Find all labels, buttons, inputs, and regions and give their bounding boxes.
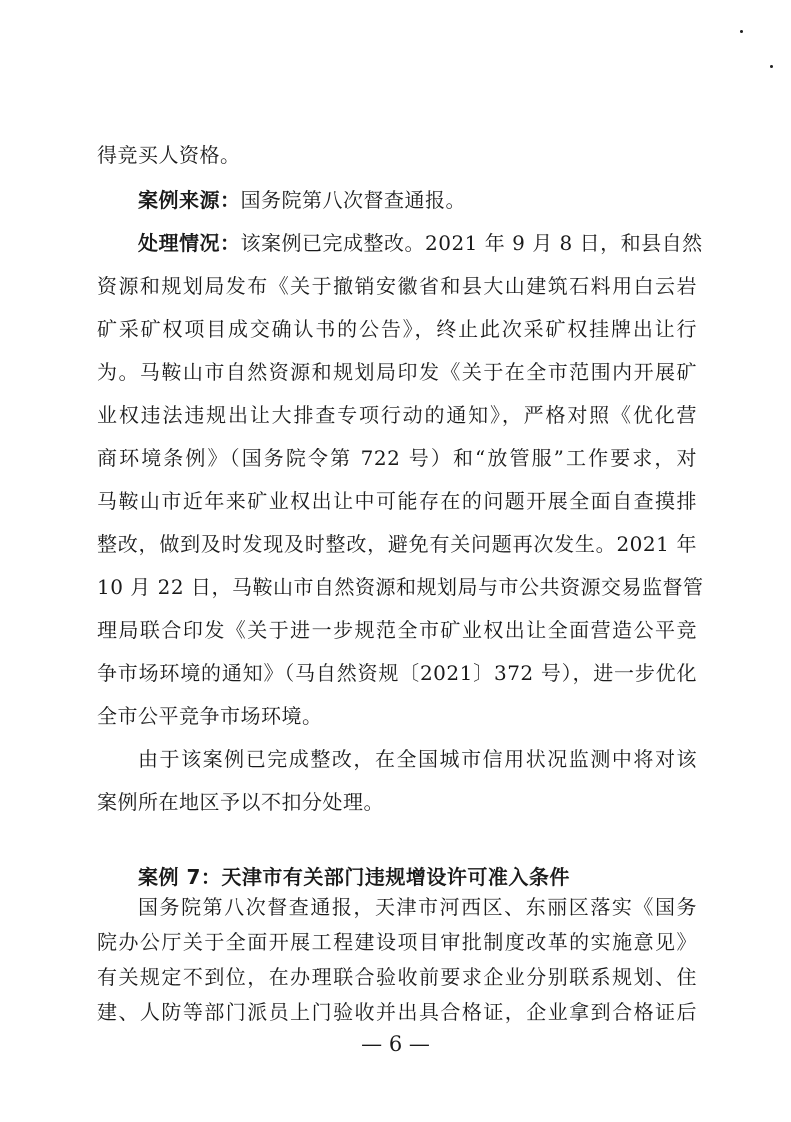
handling-line: 争市场环境的通知》（马自然资规〔2021〕372 号），进一步优化 (97, 661, 697, 685)
scan-speck (740, 30, 743, 33)
conclusion-line: 案例所在地区予以不扣分处理。 (97, 790, 384, 814)
handling-line: 全市公平竞争市场环境。 (97, 704, 323, 728)
handling-line: 矿采矿权项目成交确认书的公告》，终止此次采矿权挂牌出让行 (97, 317, 697, 341)
handling-line: 马鞍山市近年来矿业权出让中可能存在的问题开展全面自查摸排 (97, 489, 697, 513)
case-source-text: 国务院第八次督查通报。 (240, 188, 466, 212)
case-source-label: 案例来源： (138, 188, 241, 212)
conclusion-line: 由于该案例已完成整改，在全国城市信用状况监测中将对该 (138, 747, 697, 771)
handling-line: 业权违法违规出让大排查专项行动的通知》，严格对照《优化营 (97, 403, 697, 427)
case7-line: 有关规定不到位，在办理联合验收前要求企业分别联系规划、住 (97, 965, 697, 989)
case7-line: 院办公厅关于全面开展工程建设项目审批制度改革的实施意见》 (97, 930, 697, 954)
paragraph-continuation: 得竞买人资格。 (97, 143, 241, 167)
handling-line: 理局联合印发《关于进一步规范全市矿业权出让全面营造公平竞 (97, 618, 697, 642)
case-source (138, 186, 697, 214)
scan-speck (770, 65, 773, 68)
handling-line: 为。马鞍山市自然资源和规划局印发《关于在全市范围内开展矿 (97, 360, 697, 384)
case7-line: 国务院第八次督查通报，天津市河西区、东丽区落实《国务 (138, 895, 697, 919)
handling-line: 10 月 22 日，马鞍山市自然资源和规划局与市公共资源交易监督管 (97, 575, 704, 599)
case7-heading: 案例 7：天津市有关部门违规增设许可准入条件 (138, 865, 570, 889)
handling-label: 处理情况： (138, 231, 241, 255)
handling-line-1 (138, 229, 703, 257)
handling-line: 整改，做到及时发现及时整改，避免有关问题再次发生。2021 年 (97, 532, 697, 556)
handling-line: 资源和规划局发布《关于撤销安徽省和县大山建筑石料用白云岩 (97, 274, 697, 298)
case7-line: 建、人防等部门派员上门验收并出具合格证，企业拿到合格证后 (97, 1000, 697, 1024)
handling-text: 该案例已完成整改。2021 年 9 月 8 日，和县自然 (240, 231, 703, 255)
page-number: — 6 — (361, 1032, 430, 1056)
handling-line: 商环境条例》（国务院令第 722 号）和“放管服”工作要求，对 (97, 446, 697, 470)
